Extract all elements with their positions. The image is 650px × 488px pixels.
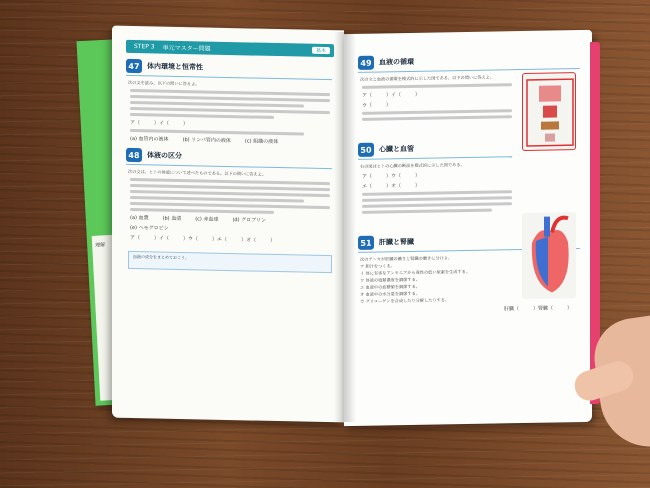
choice-row <box>130 224 330 235</box>
step-title: 単元マスター問題 <box>162 44 211 53</box>
hint-box: 血液の成分をまとめておこう。 <box>128 251 332 273</box>
section-number: 51 <box>358 236 374 250</box>
list-item: エ 血液中の血糖値を調節する。 <box>360 283 420 290</box>
answer-blank: ）イ（ <box>154 120 170 127</box>
section-text: 次の文と血液の循環を模式的に示した図である。以下の問いに答えよ。 <box>360 74 495 82</box>
aorta <box>552 218 568 233</box>
text-line <box>362 196 512 202</box>
liver-shape <box>541 121 559 129</box>
answer-blank: ） <box>415 182 421 189</box>
section-number: 50 <box>358 143 374 157</box>
text-line <box>362 115 512 121</box>
answer-blank: ）ウ（ <box>386 173 402 180</box>
list-item: ア 胆汁をつくる。 <box>360 263 395 269</box>
text-line <box>362 83 512 89</box>
text-line <box>362 190 512 196</box>
section-number: 48 <box>126 148 142 162</box>
section-title: 体内環境と恒常性 <box>147 62 203 72</box>
text-line <box>130 113 274 119</box>
answer-blank: ア（ <box>362 92 373 99</box>
section-title: 体液の区分 <box>147 151 182 161</box>
vena-cava <box>544 217 550 237</box>
choice: (e) ヘモグロビン <box>130 224 169 232</box>
answer-blank: ） <box>415 91 421 98</box>
step-tag: 基本 <box>312 47 330 54</box>
heart-shape <box>543 105 557 117</box>
answer-blank: ） <box>183 121 189 128</box>
list-item: カ グリコーゲンを合成したり分解したりする。 <box>360 297 450 304</box>
section-49-header <box>358 52 580 73</box>
choice: (d) グロブリン <box>232 217 266 224</box>
answer-blank: ）イ（ <box>386 92 402 99</box>
section-title: 血液の循環 <box>379 57 414 67</box>
green-book-label: 理解 <box>95 242 106 249</box>
choice: (a) 血管内の液体 <box>130 135 169 143</box>
section-number: 47 <box>126 59 142 73</box>
choice: (b) リンパ管内の液体 <box>182 137 231 145</box>
left-page <box>112 26 344 423</box>
answer-row <box>362 304 572 315</box>
answer-blank: ア（ <box>362 173 373 180</box>
answer-blank: ）ウ（ <box>183 236 199 243</box>
section-48-header <box>126 148 332 169</box>
heart-diagram <box>522 212 576 299</box>
text-line <box>362 209 492 214</box>
text-line <box>362 202 512 208</box>
step-label: STEP 3 <box>134 43 155 51</box>
answer-blank: ウ（ <box>362 102 373 109</box>
list-item: イ 体に有害なアンモニアから毒性の低い尿素を生成する。 <box>360 268 471 276</box>
section-text: 右の図はヒトの心臓の断面を模式的に示した図である。 <box>360 162 465 169</box>
answer-blank: ）イ（ <box>154 235 170 242</box>
choice: (c) 赤血球 <box>195 216 219 223</box>
answer-blank: ア（ <box>130 119 141 127</box>
text-line <box>130 208 274 214</box>
answer-blank: ）オ（ <box>241 237 257 244</box>
section-text: 次の文を読み、以下の問いに答えよ。 <box>128 79 200 87</box>
answer-blank: ）腎臓（ <box>532 305 553 312</box>
text-line <box>362 109 512 115</box>
section-title: 心臓と血管 <box>379 144 414 154</box>
answer-blank: ） <box>415 172 421 179</box>
choice: (c) 組織の液体 <box>244 138 279 146</box>
choice-row <box>130 214 330 225</box>
open-workbook <box>112 24 600 424</box>
lung-shape <box>539 85 561 101</box>
answer-blank: ）オ（ <box>386 183 402 190</box>
answer-row <box>362 179 578 190</box>
answer-blank: ） <box>270 237 276 244</box>
answer-blank: ア（ <box>130 234 141 242</box>
section-47-header <box>126 59 332 80</box>
section-title: 肝臓と腎臓 <box>379 237 414 247</box>
circulation-diagram <box>522 72 576 151</box>
answer-blank: ）エ（ <box>212 236 228 243</box>
list-item: オ 血液中の水分量を調節する。 <box>360 290 420 297</box>
choice-row <box>130 135 330 146</box>
answer-blank: 肝臓（ <box>503 306 519 313</box>
circulation-diagram-svg <box>523 73 577 152</box>
section-50-header <box>358 140 512 160</box>
right-page <box>344 30 592 426</box>
answer-row <box>362 169 578 180</box>
answer-blank: エ（ <box>362 183 373 190</box>
heart-diagram-svg <box>522 212 576 299</box>
step-bar <box>126 40 334 57</box>
answer-row <box>130 119 330 130</box>
answer-blank: ） <box>386 102 392 109</box>
book-gutter <box>334 32 356 422</box>
choice: (a) 血漿 <box>130 214 149 222</box>
list-item: ウ 体液の塩類濃度を調節する。 <box>360 276 420 283</box>
section-text: 次の文は、ヒトの体液について述べたものである。以下の問いに答えよ。 <box>128 168 267 177</box>
answer-blank: ） <box>566 305 572 312</box>
choice: (b) 血清 <box>162 215 182 223</box>
section-number: 49 <box>358 56 374 70</box>
section-text: 次のア〜カが肝臓の働きと腎臓の働きに分けよ。 <box>360 255 453 262</box>
answer-row <box>130 234 330 245</box>
kidney-shape <box>545 133 555 141</box>
